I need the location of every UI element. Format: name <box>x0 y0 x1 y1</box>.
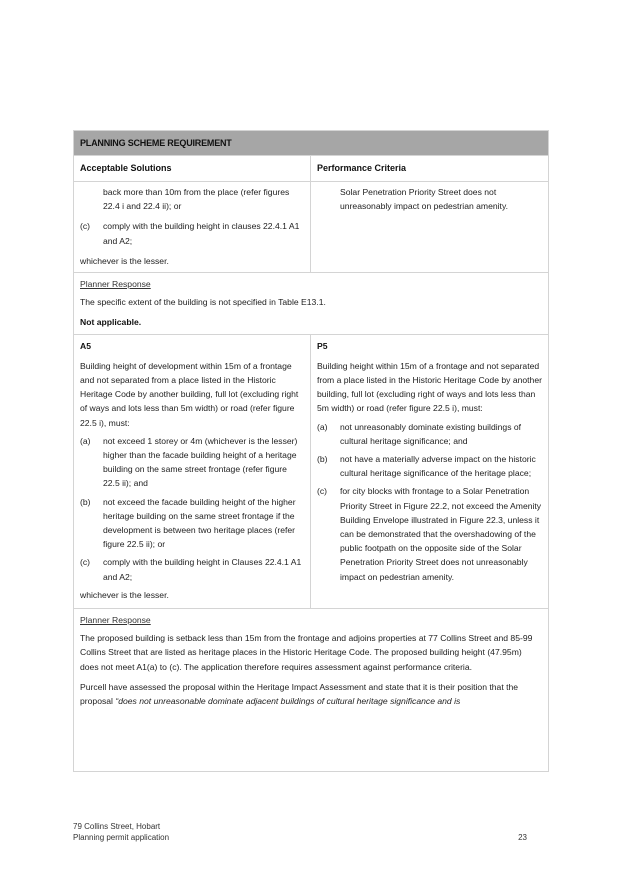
planner-response-paragraph-2 <box>80 680 542 708</box>
clause-label: (a) <box>317 421 328 432</box>
clause-text: not exceed 1 storey or 4m (whichever is the lesser) higher than the facade building height of a heritage building on the same street frontage (refer figure 22.5 ii); and <box>103 435 298 489</box>
p5-cell <box>311 335 548 608</box>
planner-response-text: The specific extent of the building is not specified in Table E13.1. <box>80 297 326 308</box>
clause-label: (c) <box>80 557 91 568</box>
clause-tail-text: whichever is the lesser. <box>80 255 169 266</box>
a5-item-a <box>80 434 304 491</box>
planning-requirement-table <box>73 130 549 772</box>
continued-criteria-text: Solar Penetration Priority Street does not unreasonably impact on pedestrian amenity. <box>340 187 508 212</box>
planner-response-paragraph-1: The proposed building is setback less than 15m from the frontage and adjoins properties at 77 Collins Street and 85-99 Collins Street that are listed as heritage places in the Historic Heritage Code. The proposed building height (47.95m) does not meet A1(a) to (c). The application therefore requires assessment against performance criteria. <box>80 633 533 672</box>
footer-document-title: Planning permit application <box>73 833 170 842</box>
a5-cell <box>74 335 311 608</box>
clause-item <box>80 219 304 247</box>
continued-clause-text: back more than 10m from the place (refer figures 22.4 i and 22.4 ii); or <box>103 187 290 212</box>
a5-title: A5 <box>80 340 91 351</box>
page-number: 23 <box>518 833 527 842</box>
a5-tail: whichever is the lesser. <box>80 589 169 600</box>
clause-label: (b) <box>80 496 91 507</box>
clause-label: (c) <box>317 486 328 497</box>
p5-title: P5 <box>317 340 328 351</box>
clause-text: for city blocks with frontage to a Solar Penetration Priority Street in Figure 22.2, not exceed the Amenity Building Envelope illustrated in Figure 22.3, unless it can be demonstrated that the overshadowing of the public footpath on the opposite side of the Solar Penetration Priority Street does not unreasonably impact on pedestrian amenity. <box>340 486 542 582</box>
acceptable-solution-cell <box>74 182 311 272</box>
continued-requirement-row <box>74 182 548 273</box>
planner-response-label: Planner Response <box>80 279 151 290</box>
acceptable-solutions-header: Acceptable Solutions <box>74 156 311 181</box>
p5-item-c <box>317 484 542 583</box>
p5-intro: Building height within 15m of a frontage and not separated from a place listed in the Historic Heritage Code by another building, full lot (excluding right of ways and lots less than 5m width) or road (refer figure 22.5 i), must: <box>317 360 542 414</box>
a5-item-c <box>80 555 304 583</box>
column-headers <box>74 156 548 182</box>
clause-text: comply with the building height in Clauses 22.4.1 A1 and A2; <box>103 557 302 582</box>
clause-label: (a) <box>80 435 91 446</box>
clause-text: not exceed the facade building height of the higher heritage building on the same street frontage if the development is between two heritage places (refer figure 22.5 ii); or <box>103 496 296 550</box>
clause-label: (b) <box>317 454 328 465</box>
p5-item-a <box>317 420 542 448</box>
clause-text: not unreasonably dominate existing buildings of cultural heritage significance; and <box>340 421 522 446</box>
planner-response-2 <box>74 609 548 712</box>
planner-response-conclusion: Not applicable. <box>80 317 142 328</box>
paragraph-text: Purcell have assessed the proposal within the Heritage Impact Assessment and state that it is their position that the proposal <box>80 681 519 707</box>
planner-response-label: Planner Response <box>80 615 151 626</box>
clause-label: (c) <box>80 221 91 232</box>
performance-criteria-cell <box>311 182 548 272</box>
p5-item-b <box>317 452 542 480</box>
clause-text: not have a materially adverse impact on the historic cultural heritage significance of the heritage place; <box>340 454 536 479</box>
table-header: PLANNING SCHEME REQUIREMENT <box>74 131 548 156</box>
performance-criteria-header: Performance Criteria <box>317 163 407 173</box>
planner-response-1 <box>74 273 548 335</box>
footer-address: 79 Collins Street, Hobart <box>73 822 161 831</box>
a5-p5-row <box>74 335 548 609</box>
quoted-text: “does not unreasonable dominate adjacent buildings of cultural heritage significance and is <box>115 696 461 707</box>
a5-item-b <box>80 495 304 552</box>
a5-intro: Building height of development within 15m of a frontage and not separated from a place listed in the Historic Heritage Code by another building, full lot (excluding right of ways and lots less than 5m width) or road (refer figure 22.5 i), must: <box>80 360 299 428</box>
clause-text: comply with the building height in clauses 22.4.1 A1 and A2; <box>103 221 300 246</box>
page-footer <box>73 821 549 843</box>
